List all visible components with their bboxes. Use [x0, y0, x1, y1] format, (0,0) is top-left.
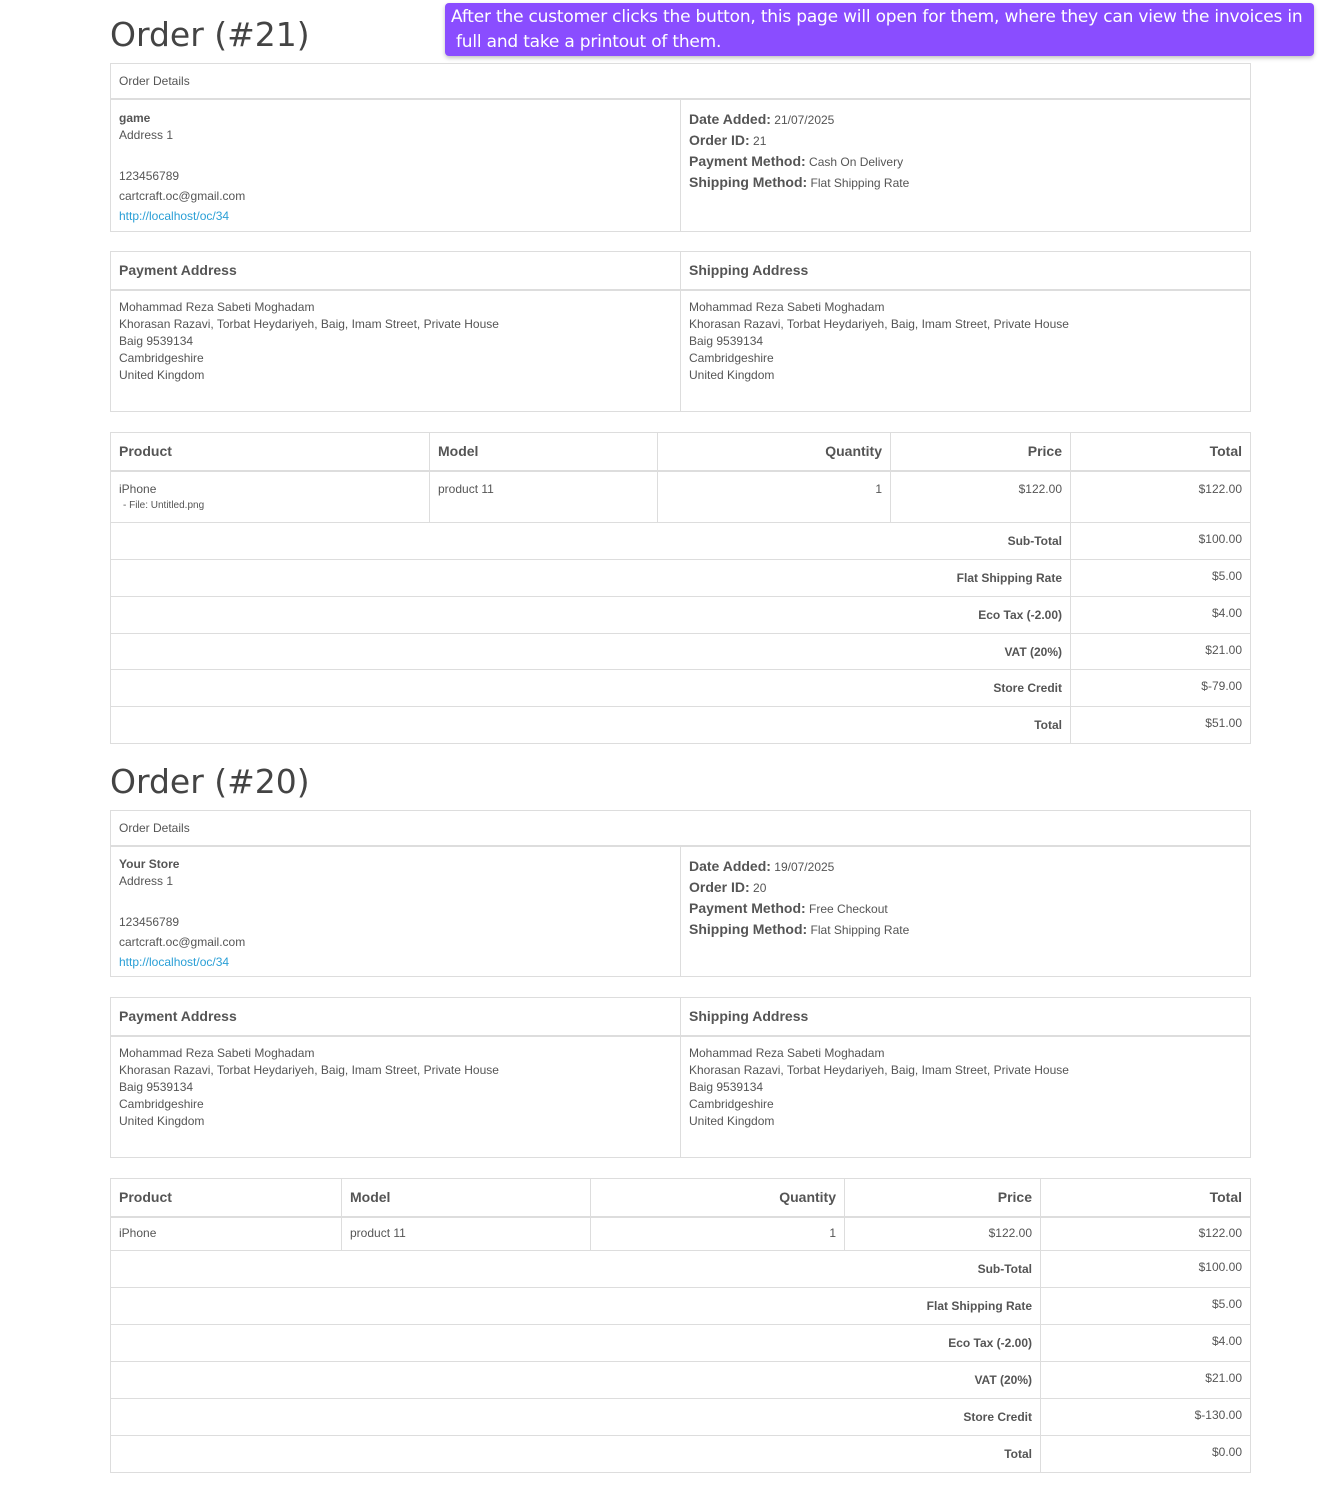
- product-option: - File: Untitled.png: [123, 499, 205, 511]
- product-name: iPhone: [111, 1217, 342, 1251]
- address-line: Mohammad Reza Sabeti Moghadam: [689, 299, 885, 314]
- store-name: Your Store: [119, 856, 180, 871]
- store-name: game: [119, 110, 151, 125]
- address-line: Mohammad Reza Sabeti Moghadam: [119, 299, 315, 314]
- payment-address-heading: Payment Address: [111, 998, 681, 1036]
- address-line: Baig 9539134: [119, 333, 194, 348]
- order-title: Order (#21): [110, 15, 310, 54]
- store-url-link[interactable]: http://localhost/oc/34: [119, 954, 230, 969]
- shipping-method-value: Flat Shipping Rate: [810, 922, 910, 937]
- date-added-label: Date Added:: [689, 857, 771, 874]
- product-quantity: 1: [591, 1217, 845, 1251]
- store-phone: 123456789: [119, 168, 180, 183]
- address-line: United Kingdom: [119, 1113, 205, 1128]
- product-quantity: 1: [658, 471, 891, 523]
- store-email: cartcraft.oc@gmail.com: [119, 188, 246, 203]
- shipping-method-value: Flat Shipping Rate: [810, 175, 910, 190]
- product-model: product 11: [430, 471, 658, 523]
- store-address: Address 1: [119, 127, 174, 142]
- table-row: [111, 1217, 1251, 1251]
- total-value: $5.00: [1071, 560, 1251, 597]
- shipping-address-heading: Shipping Address: [681, 252, 1251, 290]
- address-line: Cambridgeshire: [689, 350, 774, 365]
- total-label: Flat Shipping Rate: [111, 560, 1071, 597]
- order-details-heading: Order Details: [111, 64, 1251, 99]
- total-value: $21.00: [1071, 634, 1251, 670]
- payment-method-label: Payment Method:: [689, 152, 806, 169]
- price-column-header: Price: [891, 433, 1071, 471]
- products-table: [110, 432, 1251, 744]
- order-id-label: Order ID:: [689, 131, 750, 148]
- note-line-2: full and take a printout of them.: [456, 32, 722, 52]
- address-line: Mohammad Reza Sabeti Moghadam: [119, 1045, 315, 1060]
- total-row: [111, 1362, 1251, 1399]
- payment-address-heading: Payment Address: [111, 252, 681, 290]
- total-row: [111, 1399, 1251, 1436]
- order-id-value: 20: [753, 880, 767, 895]
- address-line: Baig 9539134: [689, 333, 764, 348]
- total-row: [111, 560, 1251, 597]
- address-line: Mohammad Reza Sabeti Moghadam: [689, 1045, 885, 1060]
- annotation-note: [445, 3, 1314, 56]
- total-label: Sub-Total: [111, 523, 1071, 560]
- payment-method-label: Payment Method:: [689, 899, 806, 916]
- total-value: $51.00: [1071, 707, 1251, 744]
- shipping-method-label: Shipping Method:: [689, 173, 808, 190]
- address-line: Cambridgeshire: [119, 1096, 204, 1111]
- date-added-value: 19/07/2025: [774, 859, 835, 874]
- payment-address: [111, 1036, 681, 1158]
- product-column-header: Product: [111, 433, 430, 471]
- quantity-column-header: Quantity: [658, 433, 891, 471]
- total-row: [111, 1436, 1251, 1473]
- address-line: Khorasan Razavi, Torbat Heydariyeh, Baig, Imam Street, Private House: [119, 316, 499, 331]
- payment-address: [111, 290, 681, 412]
- total-value: $4.00: [1071, 597, 1251, 634]
- total-value: $4.00: [1041, 1325, 1251, 1362]
- total-row: [111, 523, 1251, 560]
- payment-method-value: Free Checkout: [809, 901, 888, 916]
- products-table: [110, 1178, 1251, 1473]
- order-details-heading: Order Details: [111, 811, 1251, 846]
- order-details-table: [110, 810, 1251, 977]
- total-column-header: Total: [1071, 433, 1251, 471]
- store-email: cartcraft.oc@gmail.com: [119, 934, 246, 949]
- shipping-address: [681, 290, 1251, 412]
- total-row: [111, 1251, 1251, 1288]
- total-label: Total: [111, 707, 1071, 744]
- product-total: $122.00: [1071, 471, 1251, 523]
- note-line-1: After the customer clicks the button, this page will open for them, where they can view the invoices in: [451, 7, 1303, 27]
- order-id-value: 21: [753, 133, 767, 148]
- total-row: [111, 597, 1251, 634]
- total-label: Eco Tax (-2.00): [111, 597, 1071, 634]
- store-url-link[interactable]: http://localhost/oc/34: [119, 208, 230, 223]
- total-label: Eco Tax (-2.00): [111, 1325, 1041, 1362]
- total-value: $21.00: [1041, 1362, 1251, 1399]
- total-row: [111, 670, 1251, 707]
- address-line: United Kingdom: [689, 367, 775, 382]
- product-price: $122.00: [845, 1217, 1041, 1251]
- product-model: product 11: [342, 1217, 591, 1251]
- store-phone: 123456789: [119, 914, 180, 929]
- address-line: Khorasan Razavi, Torbat Heydariyeh, Baig, Imam Street, Private House: [119, 1062, 499, 1077]
- product-total: $122.00: [1041, 1217, 1251, 1251]
- model-column-header: Model: [430, 433, 658, 471]
- product-price: $122.00: [891, 471, 1071, 523]
- date-added-value: 21/07/2025: [774, 112, 835, 127]
- address-line: Baig 9539134: [119, 1079, 194, 1094]
- total-label: Sub-Total: [111, 1251, 1041, 1288]
- address-line: Khorasan Razavi, Torbat Heydariyeh, Baig, Imam Street, Private House: [689, 1062, 1069, 1077]
- date-added-label: Date Added:: [689, 110, 771, 127]
- shipping-address: [681, 1036, 1251, 1158]
- address-line: United Kingdom: [689, 1113, 775, 1128]
- total-row: [111, 707, 1251, 744]
- total-label: Store Credit: [111, 670, 1071, 707]
- quantity-column-header: Quantity: [591, 1179, 845, 1217]
- address-table: [110, 997, 1251, 1158]
- total-value: $0.00: [1041, 1436, 1251, 1473]
- total-label: VAT (20%): [111, 1362, 1041, 1399]
- address-line: Khorasan Razavi, Torbat Heydariyeh, Baig, Imam Street, Private House: [689, 316, 1069, 331]
- address-line: Baig 9539134: [689, 1079, 764, 1094]
- total-value: $100.00: [1041, 1251, 1251, 1288]
- product-name: iPhone: [119, 481, 157, 496]
- product-column-header: Product: [111, 1179, 342, 1217]
- total-value: $5.00: [1041, 1288, 1251, 1325]
- address-line: Cambridgeshire: [119, 350, 204, 365]
- order-title: Order (#20): [110, 762, 310, 801]
- payment-method-value: Cash On Delivery: [809, 154, 904, 169]
- total-label: Store Credit: [111, 1399, 1041, 1436]
- shipping-method-label: Shipping Method:: [689, 920, 808, 937]
- store-address: Address 1: [119, 873, 174, 888]
- total-label: VAT (20%): [111, 634, 1071, 670]
- shipping-address-heading: Shipping Address: [681, 998, 1251, 1036]
- total-value: $-130.00: [1041, 1399, 1251, 1436]
- total-row: [111, 634, 1251, 670]
- total-column-header: Total: [1041, 1179, 1251, 1217]
- model-column-header: Model: [342, 1179, 591, 1217]
- order-details-table: [110, 63, 1251, 232]
- total-value: $100.00: [1071, 523, 1251, 560]
- address-table: [110, 251, 1251, 412]
- total-row: [111, 1325, 1251, 1362]
- total-label: Flat Shipping Rate: [111, 1288, 1041, 1325]
- total-label: Total: [111, 1436, 1041, 1473]
- address-line: United Kingdom: [119, 367, 205, 382]
- table-row: [111, 471, 1251, 523]
- order-id-label: Order ID:: [689, 878, 750, 895]
- price-column-header: Price: [845, 1179, 1041, 1217]
- address-line: Cambridgeshire: [689, 1096, 774, 1111]
- total-value: $-79.00: [1071, 670, 1251, 707]
- total-row: [111, 1288, 1251, 1325]
